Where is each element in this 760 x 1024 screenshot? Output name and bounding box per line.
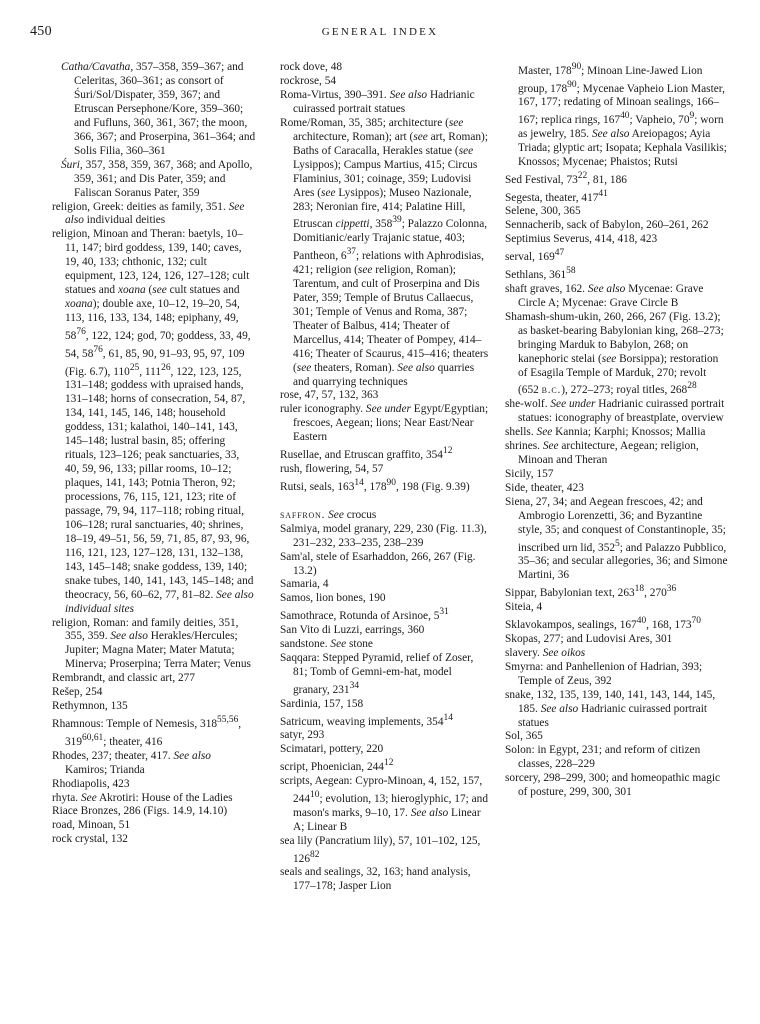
index-entry: Sethlans, $361^{58}$ (505, 266, 576, 281)
index-entry: Sam'al, stele of Esarhaddon, 266, 267 (Fig. 13.2) (280, 550, 476, 577)
index-entry: religion, Minoan and Theran: baetyls, 10–11, 147; bird goddess, 139, 140; caves, 19, 40, 133; chthonic, 132; cult equipment, 123, 124, 126, 127–128; cult statues and xoana (see cult statues and xoana); double axe, 10–12, 19–20, 54, 113, 116, 133, 134, 148; epiphany, 49, $58^{76}$, 122, 124; god, 70; goddess, 33, 49, 54, $58^{76}$, 61, 85, 90, 91–93, 95, 97, 109 (Fig. 6.7), $110^{25}$, $111^{26}$, 122, 123, 125, 131–148; goddess with upraised hands, 131–148; horns of consecration, 54, 87, 134, 141, 145, 146, 148; household goddess, 131; kalathoi, 140–141, 143, 145–148; lustral basin, 85; offering rituals, 123–126; peak sanctuaries, 33, 40, 59, 96, 133; pillar rooms, 10–12; plaques, 141, 143; Potnia Theron, 92; processions, 76, 115, 121, 123; rite of passage, 79, 94, 117–118; robing ritual, 106–128; rural sanctuaries, 40; shrines, 18–19, 49–51, 56, 59, 71, 85, 87, 93, 96, 116, 121, 123, 127–128, 131, 132–138, 143, 145–148; snake goddess, 139, 140; snake tubes, 140, 141, 143, 145–148; and theocracy, 56, 60–62, 77, 81–82. See also individual sites (52, 228, 254, 615)
index-entry: snake, 132, 135, 139, 140, 141, 143, 144, 145, 185. See also Hadrianic cuirassed portrait statues (505, 688, 716, 729)
index-entry: she-wolf. See under Hadrianic cuirassed portrait statues: iconography of breastplate, overview (505, 398, 725, 425)
index-entry: San Vito di Luzzi, earrings, 360 (280, 624, 425, 637)
index-entry: Rhodiapolis, 423 (52, 777, 130, 790)
index-entry: shells. See Kannia; Karphi; Knossos; Mallia (505, 426, 706, 439)
index-entry: script, Phoenician, $244^{12}$ (280, 758, 394, 774)
index-entry: Sed Festival, $73^{22}$, 81, 186 (505, 171, 627, 186)
index-entry: Roma-Virtus, 390–391. See also Hadrianic cuirassed portrait statues (280, 88, 475, 115)
index-entry: sandstone. See stone (280, 638, 373, 651)
index-entry: religion, Greek: deities as family, 351. See also individual deities (52, 200, 245, 227)
index-entry: Sicily, 157 (505, 467, 554, 480)
running-head: GENERAL INDEX (321, 26, 439, 38)
index-entry: satyr, 293 (280, 729, 325, 742)
index-column-1 (52, 61, 256, 847)
index-entry: Master, $178^{90}$; Minoan Line-Jawed Lion group, $178^{90}$; Mycenae Vapheio Lion Master, 167, 177; redating of Minoan sealings, 166–167; replica rings, $167^{40}$; Vapheio, $70^9$; worn as jewelry, 185. See also Areiopagos; Ayia Triada; glyptic art; Isopata; Kephala Vasilikis; Knossos; Mycenae; Phaistos; Rutsi (518, 62, 727, 169)
index-entry: Siena, 27, 34; and Aegean frescoes, 42; and Ambrogio Lorenzetti, 36; and Byzantine style, 35; and conquest of Constantinople, 35; inscribed urn lid, $352^5$; and Palazzo Pubblico, 35–36; and secular allegories, 36; and Simone Martini, 36 (505, 495, 728, 582)
index-entry: scripts, Aegean: Cypro-Minoan, 4, 152, 157, $244^{10}$; evolution, 13; hieroglyphic, 17; and mason's marks, 9–10, 17. See also Linear A; Linear B (280, 775, 489, 833)
index-entry: Siteia, 4 (505, 601, 543, 614)
index-entry: Samaria, 4 (280, 578, 329, 591)
index-entry: rock crystal, 132 (52, 833, 128, 846)
index-entry: road, Minoan, 51 (52, 819, 131, 832)
index-entry: serval, $169^{47}$ (505, 248, 565, 264)
index-entry: Rusellae, and Etruscan graffito, $354^{12}$ (280, 446, 453, 462)
index-column-2 (280, 61, 490, 894)
index-entry: Rome/Roman, 35, 385; architecture (see architecture, Roman); art (see art, Roman); Baths of Caracalla, Herakles statue (see Lysippos); Campus Martius, 415; Circus Flaminius, 301; coinage, 359; Ludovisi Ares (see Lysippos); Museo Nazionale, 283; Neronian fire, 414; Palatine Hill, Etruscan cippetti, $358^{39}$; Palazzo Colonna, Domitianic/early Trajanic statue, 403; Pantheon, $6^{37}$; relations with Aphrodisias, 421; religion (see religion, Roman); Tarentum, and cult of Proserpina and Dis Pater, 359; Temple of Brutus Callaecus, 301; Temple of Venus and Roma, 387; Theater of Balbus, 414; Theater of Marcellus, 414; Theater of Pompey, 414–416; Theater of Scaurus, 415–416; theaters (see theaters, Roman). See also quarries and quarrying techniques (280, 116, 489, 388)
index-entry: Samothrace, Rotunda of Arsinoe, $5^{31}$ (280, 607, 449, 623)
index-entry: Rutsi, seals, $163^{14}$, $178^{90}$, 198 (Fig. 9.39) (280, 477, 470, 493)
index-entry: Side, theater, 423 (505, 481, 584, 494)
index-entry: slavery. See oikos (505, 646, 586, 659)
index-entry: Sardinia, 157, 158 (280, 697, 364, 710)
index-entry: Catha/Cavatha, 357–358, 359–367; and Celeritas, 360–361; as consort of Śuri/Sol/Dispater, 359, 367; and Etruscan Persephone/Kore, 359–360; and Fufluns, 360, 361, 367; the moon, 366, 367; and Proserpina, 361–364; and Solis Filia, 360–361 (61, 61, 256, 157)
index-entry: seals and sealings, 32, 163; hand analysis, 177–178; Jasper Lion (280, 866, 471, 893)
index-entry: sea lily (Pancratium lily), 57, 101–102, 125, $126^{82}$ (280, 834, 481, 865)
index-entry: rock dove, 48 (280, 61, 343, 73)
index-entry: Skopas, 277; and Ludovisi Ares, 301 (505, 632, 673, 645)
index-entry: sorcery, 298–299, 300; and homeopathic magic of posture, 299, 300, 301 (505, 772, 721, 799)
index-entry: Sol, 365 (505, 730, 543, 743)
index-entry: Satricum, weaving implements, $354^{14}$ (280, 712, 453, 728)
index-entry: Śuri, 357, 358, 359, 367, 368; and Apollo, 359, 361; and Dis Pater, 359; and Faliscan Soranus Pater, 359 (61, 158, 253, 199)
index-entry: Rhodes, 237; theater, 417. See also Kamiros; Trianda (52, 749, 211, 776)
letter-section-gap (280, 495, 490, 509)
index-entry: Sippar, Babylonian text, $263^{18}$, $270^{36}$ (505, 584, 677, 600)
index-entry: Smyrna: and Panhellenion of Hadrian, 393; Temple of Zeus, 392 (505, 660, 703, 687)
index-entry: Rethymnon, 135 (52, 700, 128, 713)
index-entry: Scimatari, pottery, 220 (280, 743, 384, 756)
index-entry: rose, 47, 57, 132, 363 (280, 389, 379, 402)
index-entry: shrines. See architecture, Aegean; religion, Minoan and Theran (505, 440, 699, 467)
index-entry: Septimius Severus, 414, 418, 423 (505, 233, 658, 246)
index-entry: religion, Roman: and family deities, 351, 355, 359. See also Herakles/Hercules; Jupiter; Magna Mater; Mater Matuta; Minerva; Proserpina; Terra Mater; Venus (52, 616, 251, 671)
index-column-3 (505, 61, 729, 800)
index-entry: rhyta. See Akrotiri: House of the Ladies (52, 791, 233, 804)
page-number: 450 (30, 24, 52, 39)
index-entry: Salmiya, model granary, 229, 230 (Fig. 11.3), 231–232, 233–235, 238–239 (280, 522, 487, 549)
index-entry: Shamash-shum-ukin, 260, 266, 267 (Fig. 13.2); as basket-bearing Babylonian king, 268–273; bringing Marduk to Babylon, 268; on kanephoric stelai (see Borsippa); restoration of Esagila Temple of Marduk, 270; revolt (652 b.c.), 272–273; royal titles, $268^{28}$ (505, 310, 724, 397)
index-entry: Rembrandt, and classic art, 277 (52, 672, 196, 685)
index-entry: Sklavokampos, sealings, $167^{40}$, 168, $173^{70}$ (505, 616, 701, 631)
index-entry: shaft graves, 162. See also Mycenae: Grave Circle A; Mycenae: Grave Circle B (505, 282, 704, 309)
index-entry: Riace Bronzes, 286 (Figs. 14.9, 14.10) (52, 805, 228, 818)
index-entry: rockrose, 54 (280, 74, 337, 87)
index-entry: Rhamnous: Temple of Nemesis, 318$^{55,56}$, 319$^{60,61}$; theater, 416 (52, 715, 242, 748)
index-entry: saffron. See crocus (280, 508, 377, 521)
index-entry: Samos, lion bones, 190 (280, 592, 386, 605)
index-entry: Solon: in Egypt, 231; and reform of citizen classes, 228–229 (505, 744, 701, 771)
index-entry: ruler iconography. See under Egypt/Egyptian; frescoes, Aegean; lions; Near East/Near Eastern (280, 403, 489, 444)
index-entry: rush, flowering, 54, 57 (280, 463, 384, 476)
index-entry: Rešep, 254 (52, 686, 103, 699)
index-entry: Selene, 300, 365 (505, 205, 581, 218)
index-entry: Sennacherib, sack of Babylon, 260–261, 262 (505, 219, 709, 232)
index-entry: Saqqara: Stepped Pyramid, relief of Zoser, 81; Tomb of Gemni-em-hat, model granary, $231^{34}$ (280, 652, 474, 696)
index-entry: Segesta, theater, $417^{41}$ (505, 188, 608, 204)
